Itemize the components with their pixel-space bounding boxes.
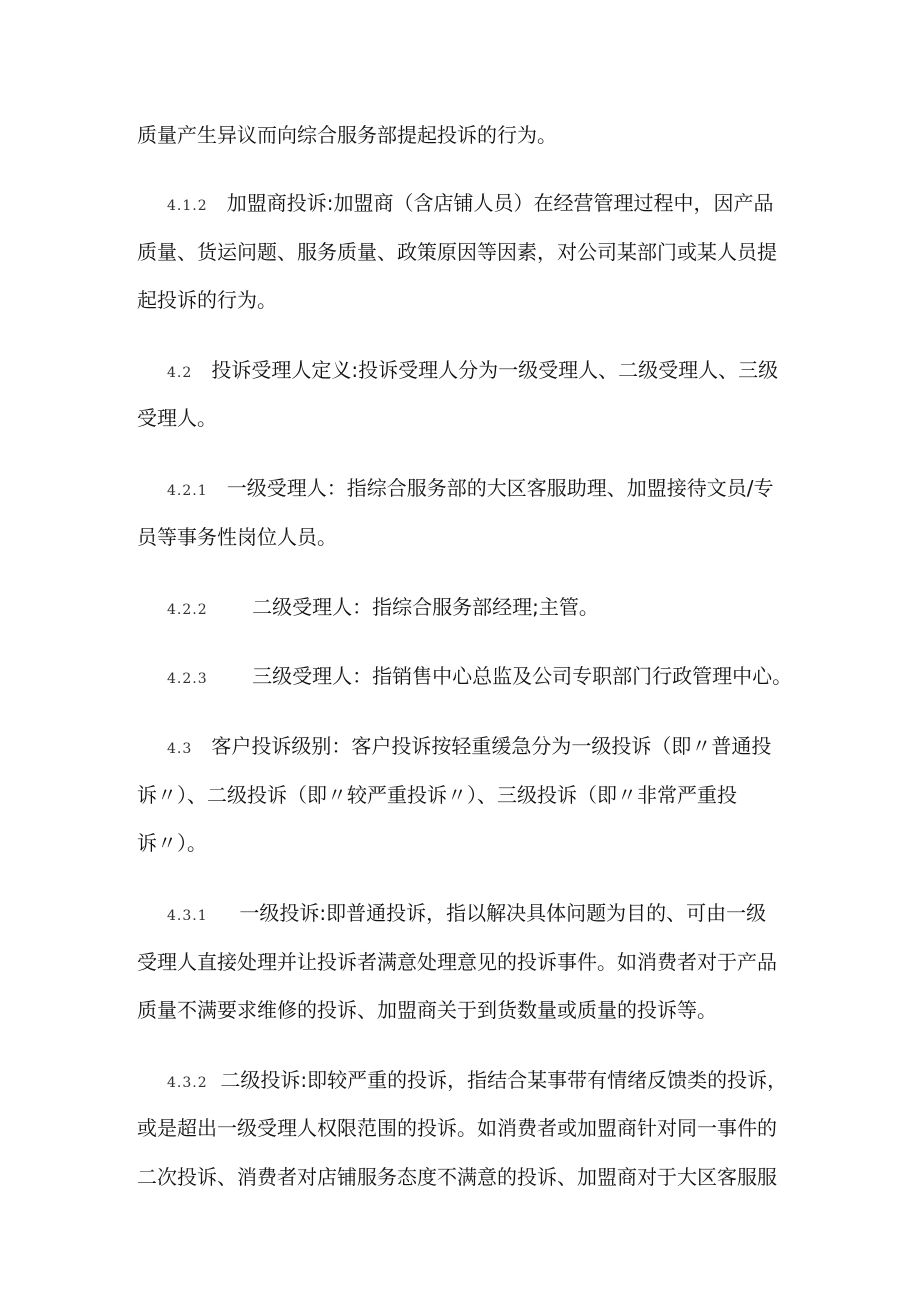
section-number: 4.2.1: [167, 483, 208, 499]
section-number: 4.2: [167, 365, 193, 381]
section-number: 4.2.3: [167, 671, 208, 687]
line-text: 质量产生异议而向综合服务部提起投诉的行为。: [137, 123, 557, 147]
paragraph-line: [167, 189, 773, 220]
line-text: 受理人。: [137, 406, 217, 430]
section-number: 4.1.2: [167, 198, 208, 214]
line-text: 二次投诉、消费者对店铺服务态度不满意的投诉、加盟商对于大区客服服: [137, 1165, 777, 1189]
line-text: 二级受理人：指综合服务部经理;主管。: [252, 595, 599, 619]
paragraph-line: [167, 356, 778, 387]
line-text: 或是超出一级受理人权限范围的投诉。如消费者或加盟商针对同一事件的: [137, 1116, 777, 1140]
paragraph-line: [137, 996, 717, 1024]
line-text: 质量不满要求维修的投诉、加盟商关于到货数量或质量的投诉等。: [137, 998, 717, 1022]
paragraph-line: [167, 732, 771, 763]
line-text: 起投诉的行为。: [137, 288, 277, 312]
line-text: 三级受理人：指销售中心总监及公司专职部门行政管理中心。: [252, 664, 793, 688]
paragraph-line: [137, 286, 277, 314]
paragraph-line: [167, 662, 792, 693]
line-text: 受理人直接处理并让投诉者满意处理意见的投诉事件。如消费者对于产品: [137, 950, 777, 974]
paragraph-line: [167, 474, 773, 505]
paragraph-line: [137, 238, 777, 266]
section-number: 4.3.2: [167, 1075, 208, 1091]
line-text: 员等事务性岗位人员。: [137, 525, 337, 549]
section-number: 4.3: [167, 741, 193, 757]
line-text: 诉〃）。: [137, 831, 207, 855]
line-text: 一级投诉:即普通投诉，指以解决具体问题为目的、可由一级: [239, 901, 767, 925]
paragraph-line: [167, 1066, 787, 1097]
paragraph-line: [137, 404, 217, 432]
paragraph-line: [167, 899, 766, 930]
line-text: 投诉受理人定义:投诉受理人分为一级受理人、二级受理人、三级: [211, 358, 779, 382]
paragraph-line: [137, 1114, 777, 1142]
line-text: 诉〃）、二级投诉（即〃较严重投诉〃）、三级投诉（即〃非常严重投: [137, 783, 737, 807]
line-text: 一级受理人：指综合服务部的大区客服助理、加盟接待文员/专: [226, 476, 774, 500]
line-text: 客户投诉级别：客户投诉按轻重缓急分为一级投诉（即〃普通投: [211, 734, 772, 758]
paragraph-line: [137, 121, 557, 149]
paragraph-line: [137, 948, 777, 976]
section-number: 4.3.1: [167, 908, 208, 924]
line-text: 质量、货运问题、服务质量、政策原因等因素，对公司某部门或某人员提: [137, 240, 777, 264]
paragraph-line: [137, 1163, 777, 1191]
paragraph-line: [137, 829, 207, 857]
paragraph-line: [167, 593, 599, 624]
paragraph-line: [137, 781, 737, 809]
section-number: 4.2.2: [167, 602, 208, 618]
paragraph-line: [137, 523, 337, 551]
line-text: 二级投诉:即较严重的投诉，指结合某事带有情绪反馈类的投诉，: [220, 1068, 788, 1092]
line-text: 加盟商投诉:加盟商（含店铺人员）在经营管理过程中，因产品: [226, 191, 774, 215]
